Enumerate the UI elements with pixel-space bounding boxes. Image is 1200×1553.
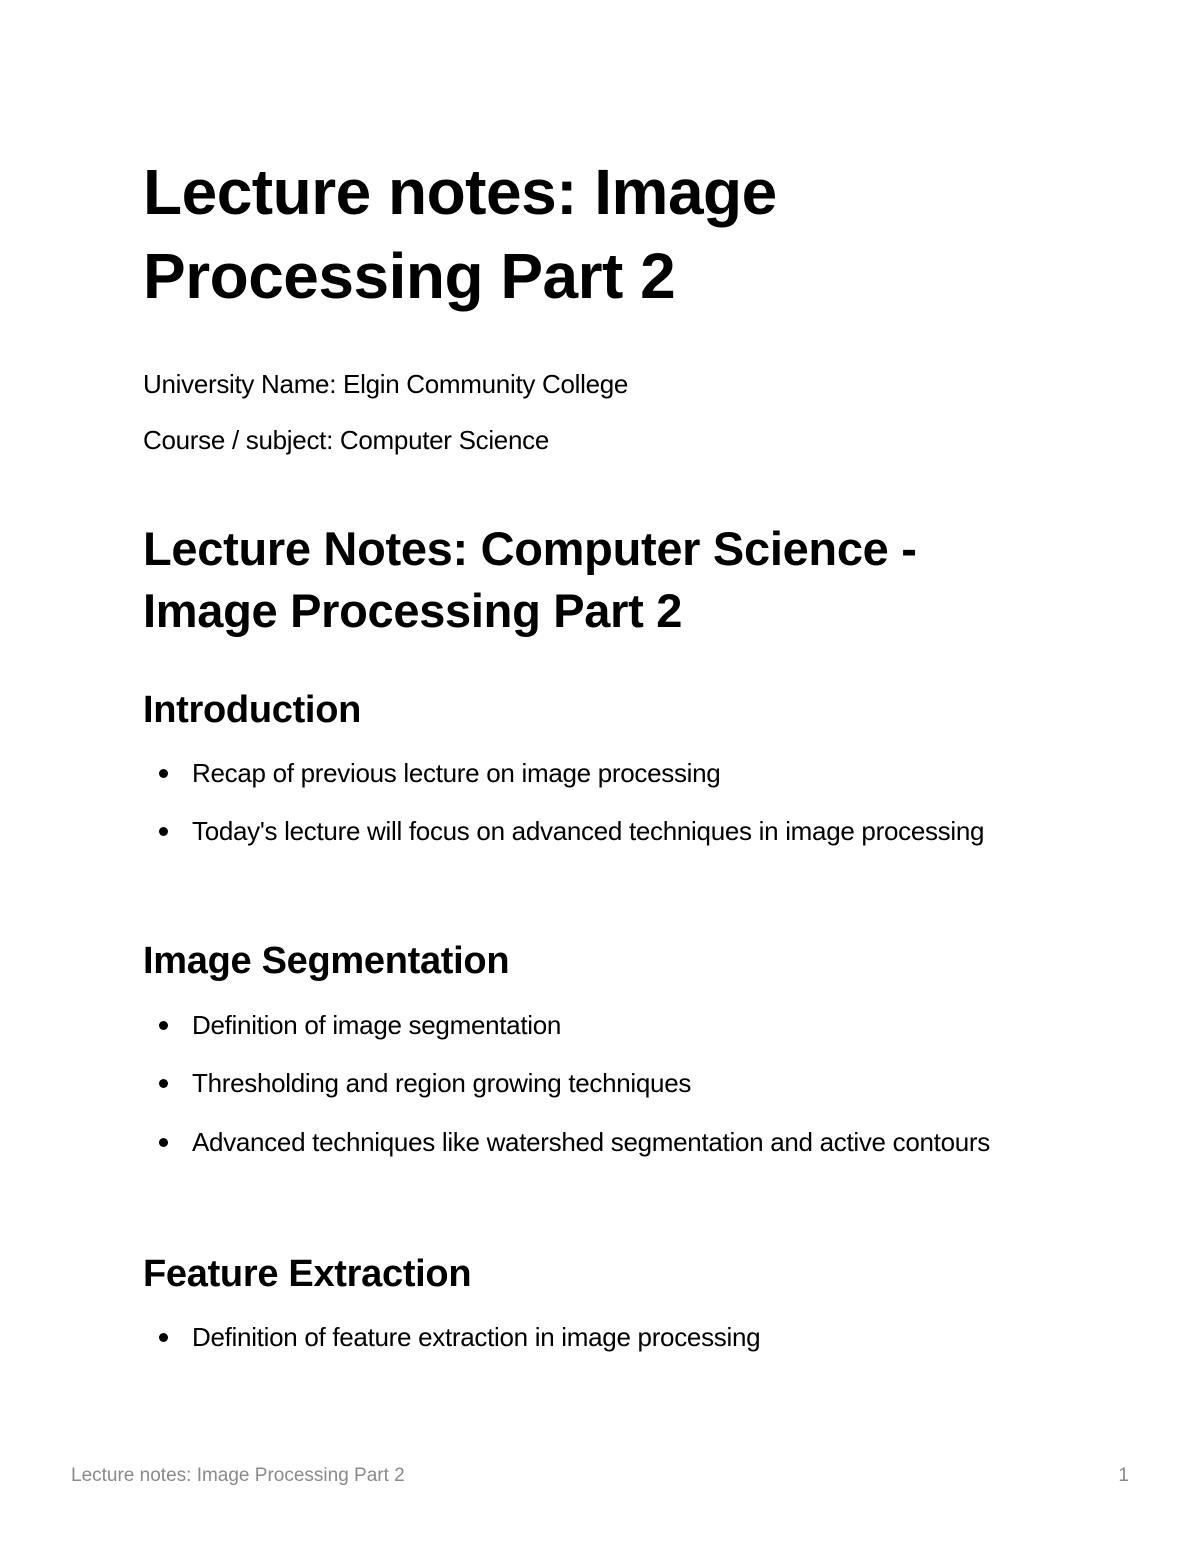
- list-item: [143, 810, 1003, 853]
- list-item: [143, 1062, 1003, 1105]
- main-heading: Lecture Notes: Computer Science - Image Processing Part 2: [143, 522, 917, 637]
- bullet-icon: [159, 1079, 168, 1088]
- list-item-text: Definition of image segmentation: [192, 1010, 562, 1040]
- section-heading-introduction: Introduction: [143, 689, 362, 731]
- section-heading-image-segmentation: Image Segmentation: [143, 940, 510, 982]
- list-item-text: Advanced techniques like watershed segmentation and active contours: [192, 1127, 990, 1157]
- bullet-icon: [159, 827, 168, 836]
- list-item-text: Recap of previous lecture on image processing: [192, 758, 721, 788]
- bullet-icon: [159, 769, 168, 778]
- document-title: Lecture notes: Image Processing Part 2: [143, 156, 777, 312]
- list-item: [143, 1004, 1003, 1047]
- list-item-text: Thresholding and region growing techniques: [192, 1068, 692, 1098]
- page-number: 1: [1118, 1465, 1129, 1486]
- list-item: [143, 1121, 1003, 1164]
- course-line: Course / subject: Computer Science: [143, 425, 549, 455]
- list-item-text: Definition of feature extraction in image processing: [192, 1322, 761, 1352]
- list-item-text: Today's lecture will focus on advanced techniques in image processing: [192, 816, 985, 846]
- list-item: [143, 1316, 1003, 1359]
- bullet-icon: [159, 1021, 168, 1030]
- bullet-icon: [159, 1138, 168, 1147]
- bullet-icon: [159, 1333, 168, 1342]
- list-item: [143, 752, 1003, 795]
- section-heading-feature-extraction: Feature Extraction: [143, 1253, 472, 1295]
- university-line: University Name: Elgin Community College: [143, 369, 629, 399]
- footer-title: Lecture notes: Image Processing Part 2: [71, 1465, 405, 1486]
